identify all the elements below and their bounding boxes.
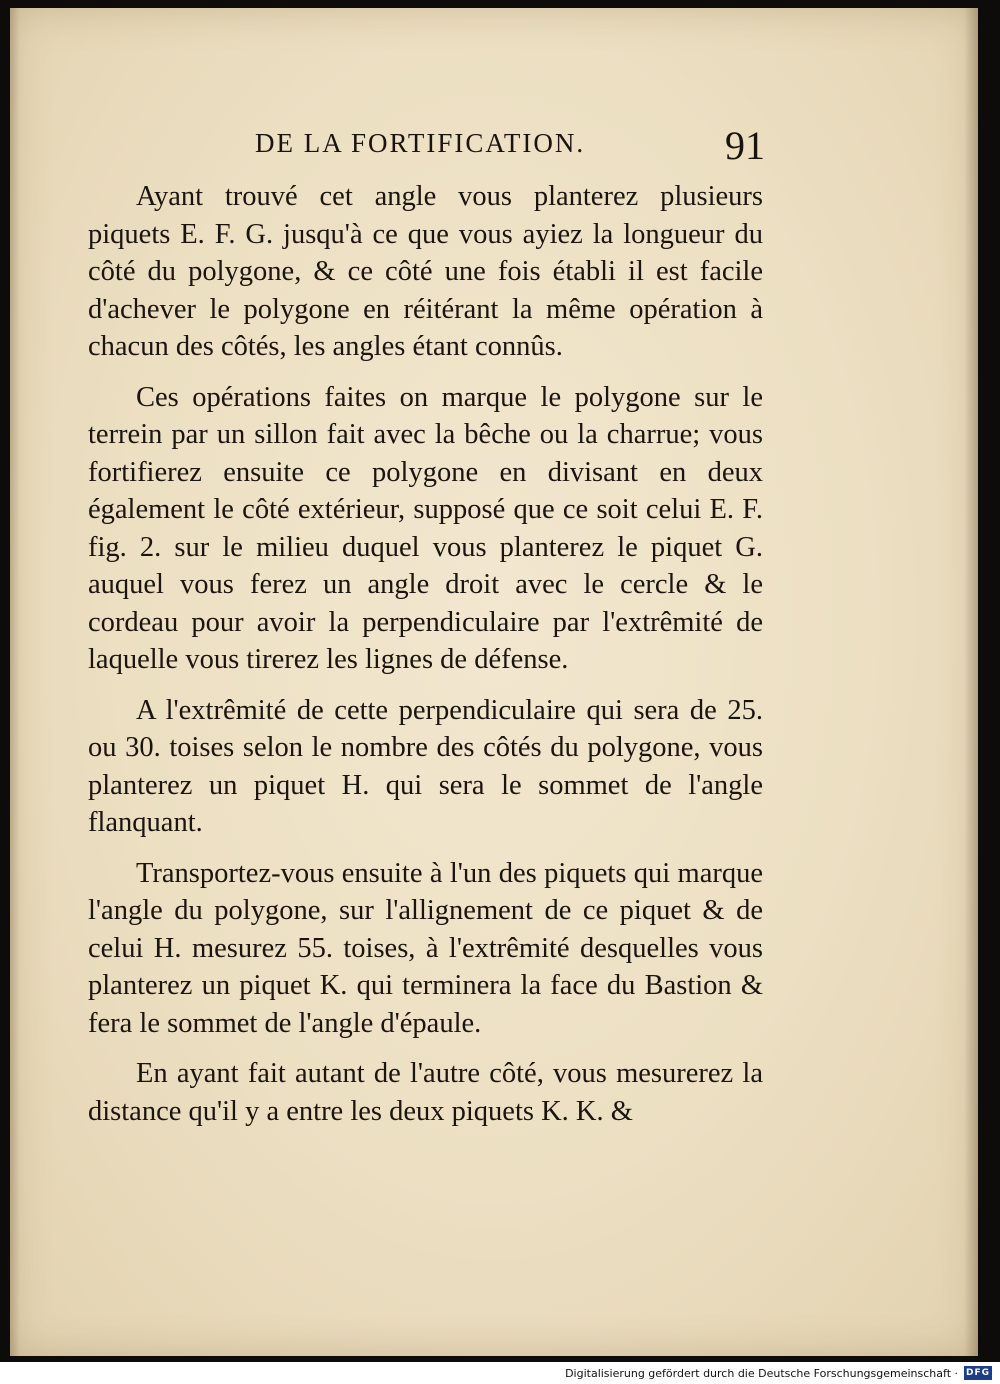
paragraph-1: Ayant trouvé cet angle vous planterez plusieurs piquets E. F. G. jusqu'à ce que vous ayiez la longueur du côté du polygone, & ce côté une fois établi il est facile d'achever le polygone en réitérant la même opération à chacun des côtés, les angles étant connûs. [88, 181, 763, 362]
paragraph-3: A l'extrêmité de cette perpendiculaire qui sera de 25. ou 30. toises selon le nombre des côtés du polygone, vous planterez un piquet H. qui sera le sommet de l'angle flanquant. [88, 694, 763, 838]
footer-bar [0, 1362, 1000, 1384]
page-edge-left [10, 8, 20, 1356]
dfg-logo: DFG [965, 1368, 990, 1378]
body-text [88, 178, 763, 1130]
running-title: DE LA FORTIFICATION. [255, 128, 586, 158]
paragraph-4: Transportez-vous ensuite à l'un des piquets qui marque l'angle du polygone, sur l'allignement de ce piquet & de celui H. mesurez 55. toises, à l'extrêmité desquelles vous planterez un piquet K. qui terminera la face du Bastion & fera le sommet de l'angle d'épaule. [88, 857, 763, 1039]
funding-credit: Digitalisierung gefördert durch die Deutsche Forschungsgemeinschaft · [565, 1367, 958, 1380]
page-number: 91 [725, 123, 765, 168]
page-header [255, 122, 765, 182]
paragraph-5: En ayant fait autant de l'autre côté, vous mesurerez la distance qu'il y a entre les deux piquets K. K. & [88, 1058, 763, 1127]
page-edge-right [964, 8, 978, 1356]
paragraph-2: Ces opérations faites on marque le polygone sur le terrein par un sillon fait avec la bêche ou la charrue; vous fortifierez ensuite ce polygone en divisant en deux également le côté extérieur, supposé que ce soit celui E. F. fig. 2. sur le milieu duquel vous planterez le piquet G. auquel vous ferez un angle droit avec le cercle & le cordeau pour avoir la perpendiculaire par l'extrêmité de laquelle vous tirerez les lignes de défense. [88, 381, 763, 675]
